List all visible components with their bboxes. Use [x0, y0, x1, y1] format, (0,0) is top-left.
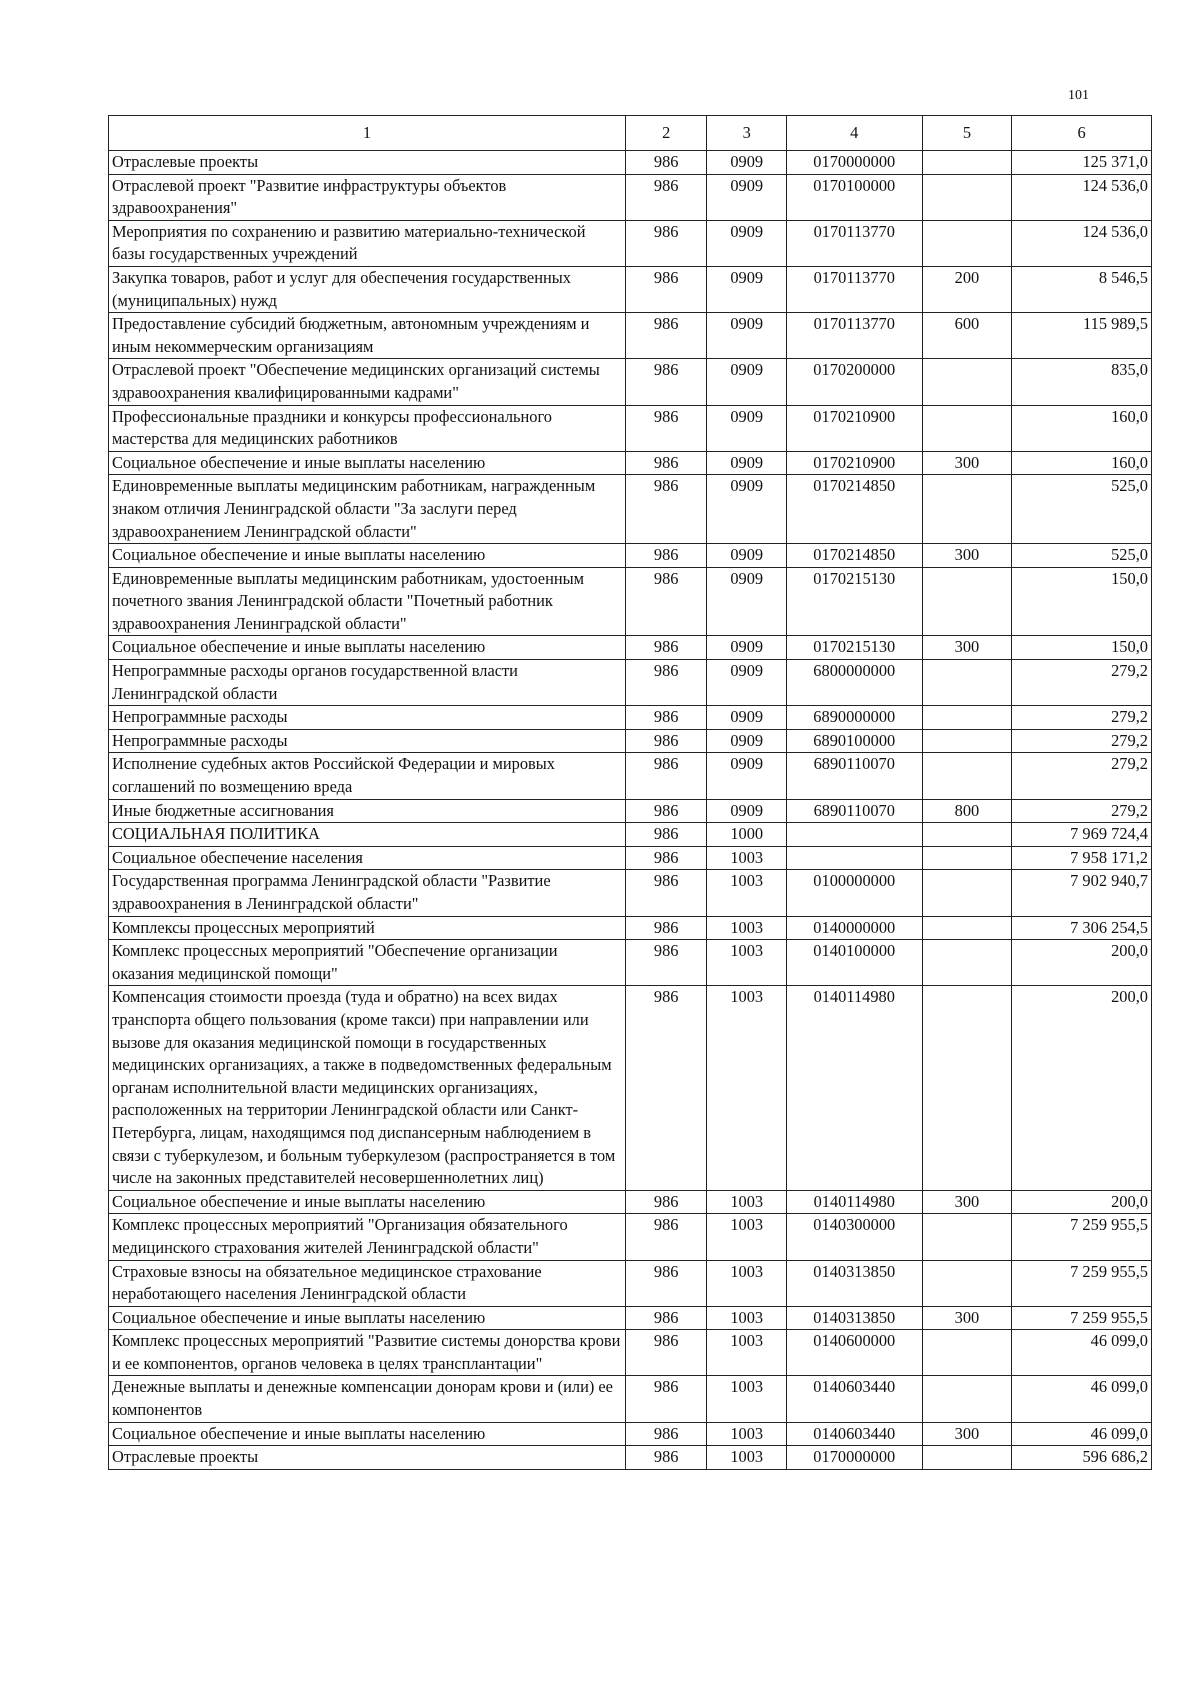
ved-code-cell: 986 [625, 1306, 707, 1330]
ved-code-cell: 986 [625, 1376, 707, 1422]
ved-code-cell: 986 [625, 940, 707, 986]
section-code-cell: 0909 [707, 405, 787, 451]
expense-type-cell: 300 [922, 636, 1012, 660]
table-body [109, 151, 1152, 1470]
section-code-cell: 0909 [707, 753, 787, 799]
row-name-cell: Единовременные выплаты медицинским работникам, награжденным знаком отличия Ленинградской области "За заслуги перед здравоохранением Ленинградской области" [109, 475, 626, 544]
expense-type-cell [922, 1260, 1012, 1306]
row-name-cell: Социальное обеспечение и иные выплаты населению [109, 544, 626, 568]
row-name-cell: Непрограммные расходы [109, 729, 626, 753]
section-code-cell: 1003 [707, 1376, 787, 1422]
expense-type-cell [922, 916, 1012, 940]
row-name-cell: Денежные выплаты и денежные компенсации донорам крови и (или) ее компонентов [109, 1376, 626, 1422]
ved-code-cell: 986 [625, 729, 707, 753]
expense-type-cell [922, 1376, 1012, 1422]
table-row [109, 940, 1152, 986]
expense-type-cell: 300 [922, 1306, 1012, 1330]
ved-code-cell: 986 [625, 1422, 707, 1446]
amount-cell: 7 259 955,5 [1012, 1214, 1152, 1260]
ved-code-cell: 986 [625, 151, 707, 175]
target-article-cell: 0170210900 [786, 451, 922, 475]
header-cell-5: 5 [922, 116, 1012, 151]
expense-type-cell: 200 [922, 266, 1012, 312]
amount-cell: 835,0 [1012, 359, 1152, 405]
amount-cell: 200,0 [1012, 986, 1152, 1190]
expense-type-cell [922, 729, 1012, 753]
target-article-cell: 6890110070 [786, 799, 922, 823]
section-code-cell: 1003 [707, 1260, 787, 1306]
row-name-cell: Социальное обеспечение и иные выплаты населению [109, 451, 626, 475]
table-row [109, 706, 1152, 730]
table-row [109, 1376, 1152, 1422]
table-row [109, 174, 1152, 220]
target-article-cell: 0170000000 [786, 151, 922, 175]
table-row [109, 1306, 1152, 1330]
table-row [109, 660, 1152, 706]
amount-cell: 124 536,0 [1012, 174, 1152, 220]
target-article-cell: 0140603440 [786, 1376, 922, 1422]
target-article-cell: 0170100000 [786, 174, 922, 220]
expense-type-cell [922, 706, 1012, 730]
budget-table [108, 115, 1152, 1470]
amount-cell: 46 099,0 [1012, 1376, 1152, 1422]
section-code-cell: 1003 [707, 870, 787, 916]
ved-code-cell: 986 [625, 753, 707, 799]
amount-cell: 525,0 [1012, 475, 1152, 544]
row-name-cell: Социальное обеспечение и иные выплаты населению [109, 636, 626, 660]
ved-code-cell: 986 [625, 359, 707, 405]
row-name-cell: Компенсация стоимости проезда (туда и обратно) на всех видах транспорта общего пользования (кроме такси) при направлении или вызове для оказания медицинской помощи в государственных медицинских организациях, а также в подведомственных федеральным органам исполнительной власти медицинских организациях, расположенных на территории Ленинградской области или Санкт-Петербурга, лицам, находящимся под диспансерным наблюдением в связи с туберкулезом, и больным туберкулезом (распространяется в том числе на законных представителей несовершеннолетних лиц) [109, 986, 626, 1190]
amount-cell: 200,0 [1012, 1190, 1152, 1214]
amount-cell: 150,0 [1012, 636, 1152, 660]
expense-type-cell [922, 174, 1012, 220]
target-article-cell: 0100000000 [786, 870, 922, 916]
amount-cell: 7 259 955,5 [1012, 1306, 1152, 1330]
row-name-cell: Непрограммные расходы [109, 706, 626, 730]
table-row [109, 846, 1152, 870]
ved-code-cell: 986 [625, 544, 707, 568]
table-row [109, 1190, 1152, 1214]
amount-cell: 7 902 940,7 [1012, 870, 1152, 916]
target-article-cell: 0140313850 [786, 1306, 922, 1330]
page-number: 101 [1068, 88, 1089, 103]
amount-cell: 160,0 [1012, 451, 1152, 475]
header-cell-3: 3 [707, 116, 787, 151]
table-row [109, 359, 1152, 405]
ved-code-cell: 986 [625, 405, 707, 451]
row-name-cell: Комплексы процессных мероприятий [109, 916, 626, 940]
section-code-cell: 1003 [707, 986, 787, 1190]
section-code-cell: 1003 [707, 1306, 787, 1330]
row-name-cell: Государственная программа Ленинградской области "Развитие здравоохранения в Ленинградской области" [109, 870, 626, 916]
ved-code-cell: 986 [625, 313, 707, 359]
row-name-cell: Мероприятия по сохранению и развитию материально-технической базы государственных учреждений [109, 220, 626, 266]
header-cell-1: 1 [109, 116, 626, 151]
ved-code-cell: 986 [625, 220, 707, 266]
target-article-cell: 6890110070 [786, 753, 922, 799]
section-code-cell: 0909 [707, 313, 787, 359]
table-row [109, 451, 1152, 475]
target-article-cell: 0170113770 [786, 266, 922, 312]
table-row [109, 823, 1152, 847]
table-row [109, 405, 1152, 451]
target-article-cell: 0170000000 [786, 1446, 922, 1470]
expense-type-cell [922, 660, 1012, 706]
row-name-cell: Иные бюджетные ассигнования [109, 799, 626, 823]
amount-cell: 596 686,2 [1012, 1446, 1152, 1470]
amount-cell: 150,0 [1012, 567, 1152, 636]
section-code-cell: 1003 [707, 916, 787, 940]
ved-code-cell: 986 [625, 870, 707, 916]
table-row [109, 220, 1152, 266]
expense-type-cell [922, 986, 1012, 1190]
table-row [109, 916, 1152, 940]
row-name-cell: Непрограммные расходы органов государственной власти Ленинградской области [109, 660, 626, 706]
row-name-cell: Отраслевой проект "Развитие инфраструктуры объектов здравоохранения" [109, 174, 626, 220]
table-row [109, 1330, 1152, 1376]
target-article-cell: 6890000000 [786, 706, 922, 730]
ved-code-cell: 986 [625, 567, 707, 636]
amount-cell: 279,2 [1012, 706, 1152, 730]
row-name-cell: Отраслевой проект "Обеспечение медицинских организаций системы здравоохранения квалифицированными кадрами" [109, 359, 626, 405]
target-article-cell: 0140600000 [786, 1330, 922, 1376]
table-row [109, 567, 1152, 636]
row-name-cell: Исполнение судебных актов Российской Федерации и мировых соглашений по возмещению вреда [109, 753, 626, 799]
target-article-cell: 0140603440 [786, 1422, 922, 1446]
expense-type-cell [922, 475, 1012, 544]
amount-cell: 279,2 [1012, 753, 1152, 799]
amount-cell: 7 259 955,5 [1012, 1260, 1152, 1306]
target-article-cell [786, 823, 922, 847]
section-code-cell: 0909 [707, 544, 787, 568]
expense-type-cell [922, 567, 1012, 636]
ved-code-cell: 986 [625, 846, 707, 870]
ved-code-cell: 986 [625, 451, 707, 475]
ved-code-cell: 986 [625, 1330, 707, 1376]
target-article-cell: 0170200000 [786, 359, 922, 405]
header-row [109, 116, 1152, 151]
section-code-cell: 1003 [707, 1214, 787, 1260]
row-name-cell: Комплекс процессных мероприятий "Обеспечение организации оказания медицинской помощи" [109, 940, 626, 986]
expense-type-cell [922, 405, 1012, 451]
target-article-cell: 0140114980 [786, 986, 922, 1190]
section-code-cell: 0909 [707, 151, 787, 175]
ved-code-cell: 986 [625, 1260, 707, 1306]
amount-cell: 46 099,0 [1012, 1422, 1152, 1446]
table-row [109, 475, 1152, 544]
target-article-cell: 0170113770 [786, 313, 922, 359]
target-article-cell: 0170113770 [786, 220, 922, 266]
amount-cell: 279,2 [1012, 660, 1152, 706]
target-article-cell: 0140114980 [786, 1190, 922, 1214]
amount-cell: 279,2 [1012, 729, 1152, 753]
row-name-cell: СОЦИАЛЬНАЯ ПОЛИТИКА [109, 823, 626, 847]
amount-cell: 124 536,0 [1012, 220, 1152, 266]
section-code-cell: 0909 [707, 451, 787, 475]
section-code-cell: 0909 [707, 567, 787, 636]
row-name-cell: Единовременные выплаты медицинским работникам, удостоенным почетного звания Ленинградской области "Почетный работник здравоохранения Ленинградской области" [109, 567, 626, 636]
expense-type-cell [922, 846, 1012, 870]
ved-code-cell: 986 [625, 1446, 707, 1470]
ved-code-cell: 986 [625, 1214, 707, 1260]
section-code-cell: 0909 [707, 220, 787, 266]
ved-code-cell: 986 [625, 916, 707, 940]
expense-type-cell [922, 151, 1012, 175]
table-row [109, 799, 1152, 823]
amount-cell: 7 969 724,4 [1012, 823, 1152, 847]
expense-type-cell [922, 1446, 1012, 1470]
table-row [109, 986, 1152, 1190]
amount-cell: 115 989,5 [1012, 313, 1152, 359]
ved-code-cell: 986 [625, 986, 707, 1190]
row-name-cell: Отраслевые проекты [109, 1446, 626, 1470]
table-row [109, 1214, 1152, 1260]
header-cell-6: 6 [1012, 116, 1152, 151]
amount-cell: 160,0 [1012, 405, 1152, 451]
row-name-cell: Закупка товаров, работ и услуг для обеспечения государственных (муниципальных) нужд [109, 266, 626, 312]
row-name-cell: Социальное обеспечение населения [109, 846, 626, 870]
expense-type-cell [922, 753, 1012, 799]
section-code-cell: 0909 [707, 266, 787, 312]
target-article-cell: 6890100000 [786, 729, 922, 753]
section-code-cell: 0909 [707, 359, 787, 405]
target-article-cell: 0140000000 [786, 916, 922, 940]
section-code-cell: 1000 [707, 823, 787, 847]
section-code-cell: 0909 [707, 174, 787, 220]
table-row [109, 753, 1152, 799]
section-code-cell: 0909 [707, 799, 787, 823]
amount-cell: 200,0 [1012, 940, 1152, 986]
section-code-cell: 1003 [707, 1422, 787, 1446]
amount-cell: 7 958 171,2 [1012, 846, 1152, 870]
expense-type-cell [922, 1214, 1012, 1260]
target-article-cell: 0140300000 [786, 1214, 922, 1260]
table-row [109, 544, 1152, 568]
ved-code-cell: 986 [625, 706, 707, 730]
ved-code-cell: 986 [625, 1190, 707, 1214]
expense-type-cell: 300 [922, 544, 1012, 568]
section-code-cell: 0909 [707, 706, 787, 730]
table-row [109, 266, 1152, 312]
row-name-cell: Комплекс процессных мероприятий "Организация обязательного медицинского страхования жителей Ленинградской области" [109, 1214, 626, 1260]
expense-type-cell [922, 359, 1012, 405]
expense-type-cell [922, 870, 1012, 916]
ved-code-cell: 986 [625, 266, 707, 312]
target-article-cell: 0170215130 [786, 567, 922, 636]
row-name-cell: Отраслевые проекты [109, 151, 626, 175]
amount-cell: 125 371,0 [1012, 151, 1152, 175]
expense-type-cell: 800 [922, 799, 1012, 823]
target-article-cell: 0170210900 [786, 405, 922, 451]
target-article-cell: 6800000000 [786, 660, 922, 706]
ved-code-cell: 986 [625, 660, 707, 706]
expense-type-cell [922, 823, 1012, 847]
table-row [109, 729, 1152, 753]
table-row [109, 870, 1152, 916]
header-cell-2: 2 [625, 116, 707, 151]
target-article-cell: 0170214850 [786, 475, 922, 544]
expense-type-cell: 300 [922, 451, 1012, 475]
target-article-cell [786, 846, 922, 870]
ved-code-cell: 986 [625, 636, 707, 660]
expense-type-cell [922, 220, 1012, 266]
ved-code-cell: 986 [625, 823, 707, 847]
section-code-cell: 0909 [707, 660, 787, 706]
expense-type-cell: 600 [922, 313, 1012, 359]
expense-type-cell: 300 [922, 1422, 1012, 1446]
header-cell-4: 4 [786, 116, 922, 151]
section-code-cell: 1003 [707, 940, 787, 986]
expense-type-cell [922, 940, 1012, 986]
row-name-cell: Социальное обеспечение и иные выплаты населению [109, 1190, 626, 1214]
table-row [109, 1260, 1152, 1306]
row-name-cell: Комплекс процессных мероприятий "Развитие системы донорства крови и ее компонентов, органов человека в целях трансплантации" [109, 1330, 626, 1376]
expense-type-cell [922, 1330, 1012, 1376]
amount-cell: 279,2 [1012, 799, 1152, 823]
section-code-cell: 0909 [707, 475, 787, 544]
table-row [109, 1446, 1152, 1470]
ved-code-cell: 986 [625, 174, 707, 220]
table-row [109, 151, 1152, 175]
target-article-cell: 0140313850 [786, 1260, 922, 1306]
table-row [109, 636, 1152, 660]
expense-type-cell: 300 [922, 1190, 1012, 1214]
amount-cell: 525,0 [1012, 544, 1152, 568]
row-name-cell: Профессиональные праздники и конкурсы профессионального мастерства для медицинских работников [109, 405, 626, 451]
target-article-cell: 0170215130 [786, 636, 922, 660]
row-name-cell: Страховые взносы на обязательное медицинское страхование неработающего населения Ленинградской области [109, 1260, 626, 1306]
table-row [109, 313, 1152, 359]
ved-code-cell: 986 [625, 475, 707, 544]
section-code-cell: 1003 [707, 846, 787, 870]
section-code-cell: 0909 [707, 729, 787, 753]
target-article-cell: 0170214850 [786, 544, 922, 568]
table-row [109, 1422, 1152, 1446]
section-code-cell: 0909 [707, 636, 787, 660]
section-code-cell: 1003 [707, 1446, 787, 1470]
section-code-cell: 1003 [707, 1190, 787, 1214]
amount-cell: 46 099,0 [1012, 1330, 1152, 1376]
amount-cell: 7 306 254,5 [1012, 916, 1152, 940]
amount-cell: 8 546,5 [1012, 266, 1152, 312]
ved-code-cell: 986 [625, 799, 707, 823]
row-name-cell: Социальное обеспечение и иные выплаты населению [109, 1422, 626, 1446]
target-article-cell: 0140100000 [786, 940, 922, 986]
row-name-cell: Социальное обеспечение и иные выплаты населению [109, 1306, 626, 1330]
section-code-cell: 1003 [707, 1330, 787, 1376]
row-name-cell: Предоставление субсидий бюджетным, автономным учреждениям и иным некоммерческим организациям [109, 313, 626, 359]
